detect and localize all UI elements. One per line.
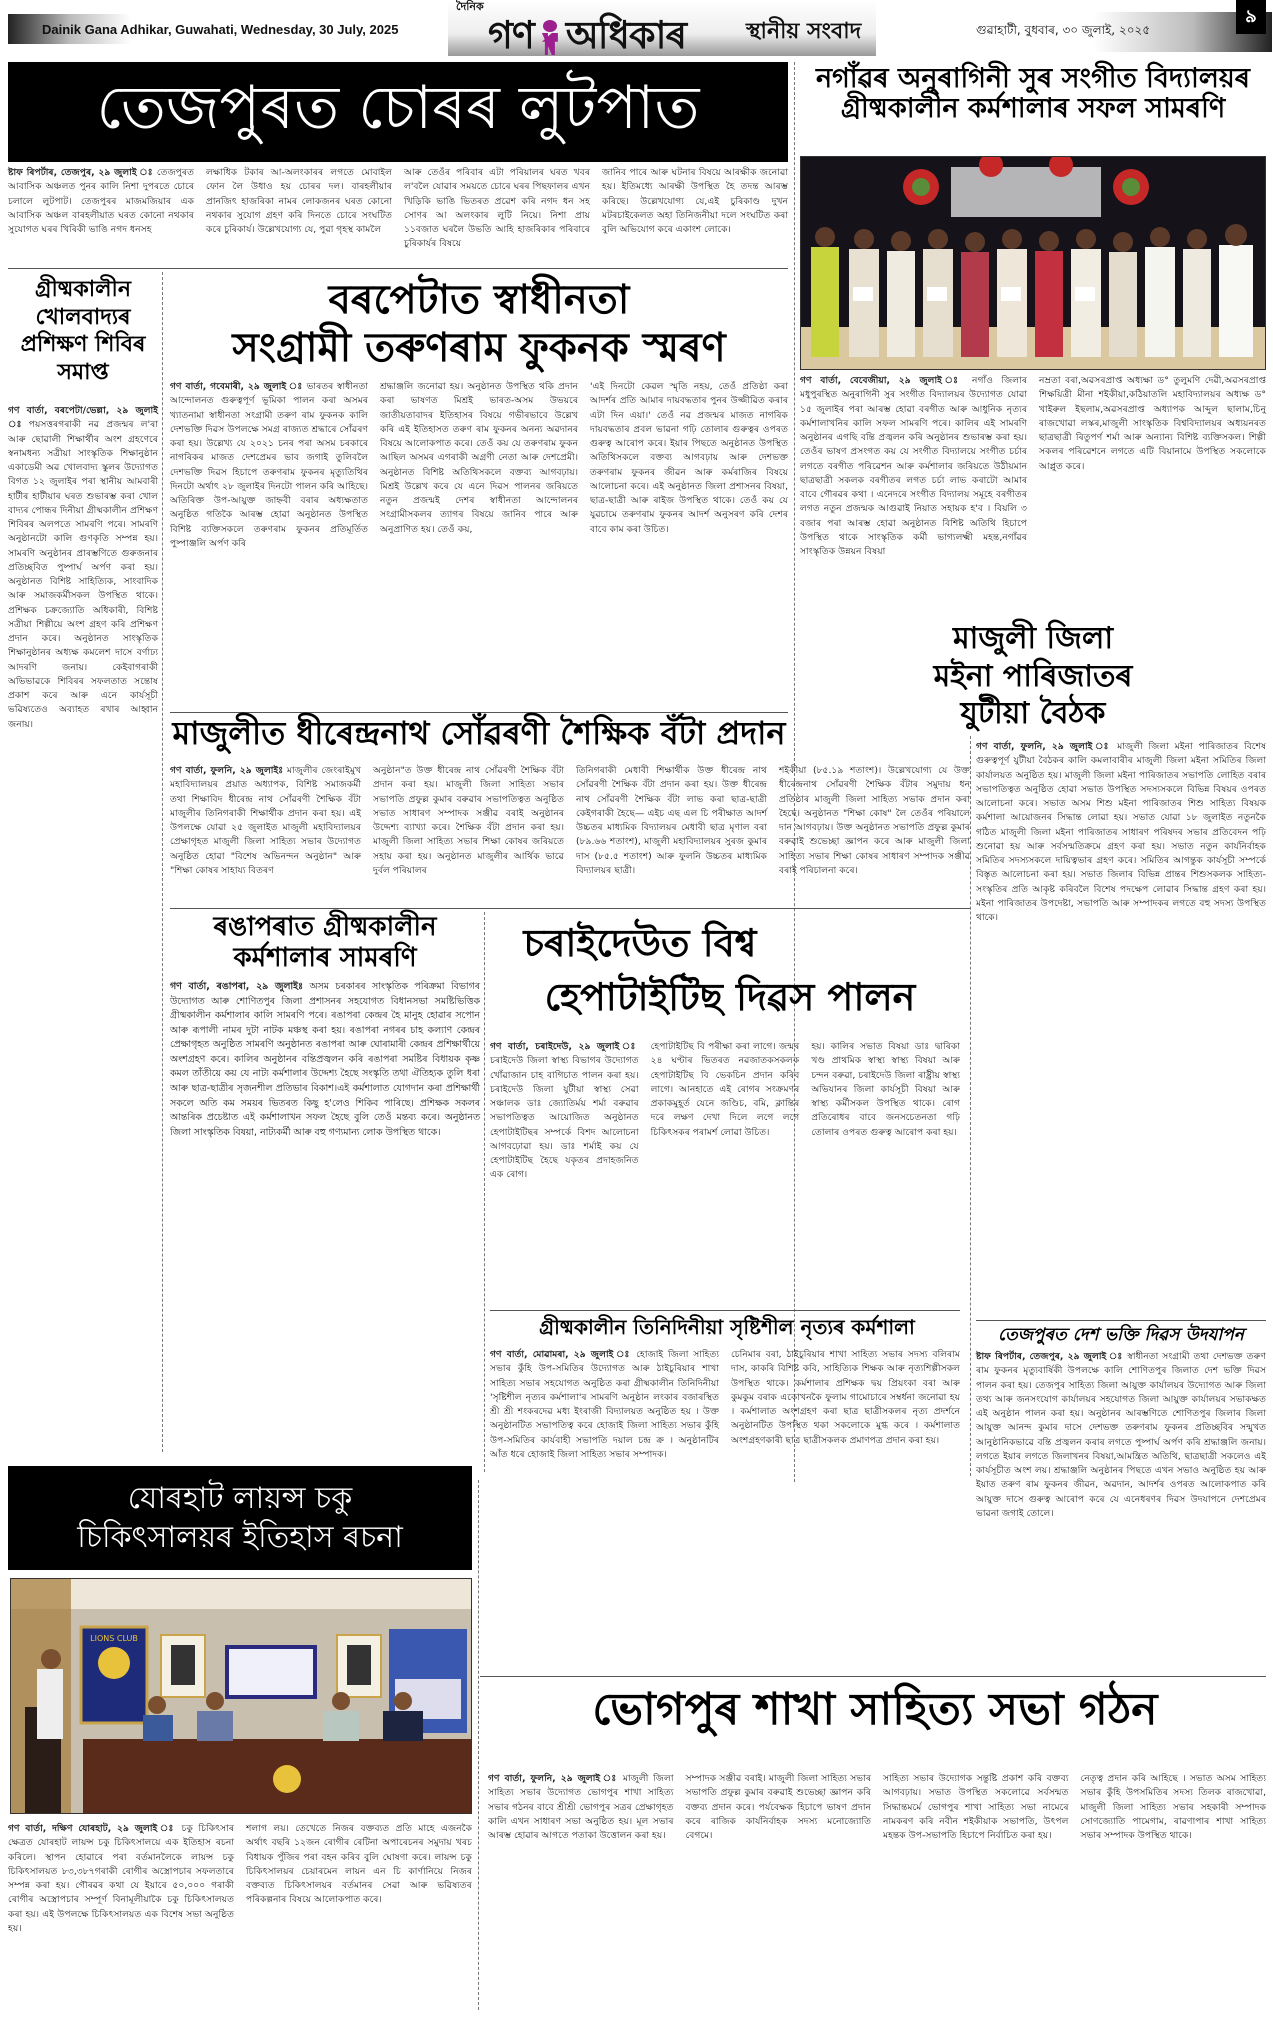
charaideo-hepatitis-headline-2 <box>490 976 970 1018</box>
hojai-dance-body <box>490 1348 960 1462</box>
article-column <box>246 1822 472 1936</box>
assamese-dateline: গুৱাহাটী, বুধবাৰ, ৩০ জুলাই, ২০২৫ <box>976 23 1151 37</box>
article-column <box>1081 1772 1267 1843</box>
column-text: শইকীয়া (৮৫.১৯ শতাংশ)। উল্লেখযোগ্য যে উক্ত ধীৰেন্দ্ৰনাথ সোঁৱৰণী শৈক্ষিক বঁটাৰ সমুদায় ধন প্ৰতিষ্ঠাৰ মাজুলী জিলা সাহিত্য সভাক প্ৰদান কৰা হৈছে। অনুষ্ঠানত "শিক্ষা কোষ" লৈ তেওঁৰ পৰিয়ালে দান আগবঢ়ায়। উক্ত অনুষ্ঠানত সভাপতি প্ৰফুল্ল কুমাৰ বৰুৱাই শুভেচ্ছা জ্ঞাপন কৰে আৰু মাজুলী জিলা সাহিত্য সভাৰ শিক্ষা কোষৰ সাধাৰণ সম্পাদক সঞ্জীৱ বৰাই পৰিচালনা কৰে। <box>779 765 970 876</box>
column-text: অসম চৰকাৰৰ সাংস্কৃতিক পৰিক্ৰমা বিভাগৰ উদ্যোগত আৰু শোণিতপুৰ জিলা প্ৰশাসনৰ সহযোগত বিধানসভা সমষ্টিভিত্তিক গ্ৰীষ্মকালীন কৰ্মশালাৰ কালি সামৰণি পৰে। ৰঙাপৰা কেন্দ্ৰৰ হৈ মানুহ হোৱাৰ সপোন আৰু ৰূপালী নামৰ দুটা নাটক মঞ্চস্থ কৰা হয়। ৰঙাপৰা নগৰৰ চাহ কল্যাণ কেন্দ্ৰৰ প্ৰেক্ষাগৃহত অনুষ্ঠিত সামৰণি অনুষ্ঠানত ৰঙাপৰা আৰু ঘোৰামাৰী কেন্দ্ৰৰ প্ৰশিক্ষাৰ্থীয়ে অংশগ্ৰহণ কৰে। কালিৰ অনুষ্ঠানৰ বন্তিপ্ৰজ্বলন কৰি ৰঙাপৰা সমষ্টিৰ বিধায়ক কৃষ্ণ কমল তাঁতীয়ে কয় যে নাট্য কৰ্মশালাৰ উদ্দেশ্য হৈছে সংস্কৃতি তথা ঐতিহ্যক তুলি ধৰা আৰু ছাত্ৰ-ছাত্ৰীৰ সৃজনশীল প্ৰতিভাৰ বিকাশ।এই কৰ্মশালাত যোগদান কৰা প্ৰশিক্ষাৰ্থী সকলে অতি কম সময়ৰ ভিতৰত কিছু হ'লেও শিকিব পাৰিছে। প্ৰশিক্ষক সকলৰ আন্তৰিক প্ৰচেষ্টাত এই কৰ্মশালাখন সফল হৈছে বুলি তেওঁ মন্তব্য কৰে। অনুষ্ঠানত জিলা সাংস্কৃতিক বিষয়া, নাট্যকৰ্মী আৰু বহু গণ্যমান্য লোক উপস্থিত থাকে। <box>170 981 480 1138</box>
column-text: অনুষ্ঠান"ত উক্ত ধীৰেন্দ্ৰ নাথ সোঁৱৰণী শৈক্ষিক বঁটা প্ৰদান কৰা হয়। মাজুলী জিলা সাহিত্য সভাৰ সভাপতি প্ৰফুল্ল কুমাৰ বৰুৱাৰ সভাপতিত্বত অনুষ্ঠিত সভাত সাধাৰণ সম্পাদক সঞ্জীৱ বৰাই অনুষ্ঠানৰ উদ্দেশ্য ব্যাখ্যা কৰে। শৈক্ষিক বঁটা প্ৰদান কৰা হয়। মাজুলী জিলা সাহিত্য সভাৰ শিক্ষা কোষৰ জৰিয়তে সহায় কৰা হয়। অনুষ্ঠানত মাজুলীৰ আৰ্থিক ভাৱে দুৰ্বল পৰিয়ালৰ <box>373 765 564 876</box>
column-text: সাহিত্য সভাৰ উদ্যোগক সন্তুষ্টি প্ৰকাশ কৰি বক্তব্য আগবঢ়ায়। সভাত উপস্থিত সকলোৱে সৰ্বসন্মত সিদ্ধান্তমৰ্মে ভোগপুৰ শাখা সাহিত্য সভা নামেৰে নামকৰণ কৰি নবীন শইকীয়াক সভাপতি, উৎপল মহন্তক উপ-সভাপতি হিচাপে নিৰ্বাচিত কৰা হয়। <box>883 1773 1069 1841</box>
column-divider <box>162 272 163 1452</box>
headline-line: হেপাটাইটিছ দিৱস পালন <box>544 974 916 1019</box>
headline-line: সংগ্ৰামী তৰুণৰাম ফুকনক স্মৰণ <box>232 324 726 371</box>
article-column <box>731 1348 960 1462</box>
headline-text: গ্ৰীষ্মকালীন তিনিদিনীয়া সৃষ্টিশীল নৃত্যৰ কৰ্মশালা <box>539 1315 915 1339</box>
divider <box>490 1310 960 1311</box>
article-column <box>1039 374 1266 559</box>
headline-text: ভোগপুৰ শাখা সাহিত্য সভা গঠন <box>592 1684 1158 1735</box>
newspaper-logo <box>448 0 876 56</box>
article-column <box>883 1772 1069 1843</box>
article-column <box>976 1350 1266 1521</box>
divider <box>8 268 788 269</box>
article-column <box>206 166 392 252</box>
article-column <box>590 380 788 551</box>
rangapara-workshop-headline <box>170 912 480 974</box>
headline-line: যোৰহাট লায়ন্স চকু <box>127 1481 353 1516</box>
article-column <box>170 380 368 551</box>
khol-training-body <box>8 404 158 732</box>
assamese-dateline-bar <box>876 5 1272 52</box>
english-dateline-bar <box>8 14 448 44</box>
byline: গণ বাৰ্তা, মোৱামৰা, ২৯ জুলাই ঃ <box>490 1349 632 1360</box>
rangapara-workshop-body <box>170 980 480 1140</box>
byline: গণ বাৰ্তা, বেবেজীয়া, ২৯ জুলাই ঃ <box>800 375 964 386</box>
divider <box>170 712 788 713</box>
majuli-moina-body <box>976 740 1266 925</box>
headline-line: নগাঁৱৰ অনুৰাগিনী সুৰ সংগীত বিদ্যালয়ৰ <box>815 63 1251 94</box>
byline: গণ বাৰ্তা, চৰাইদেউ, ২৯ জুলাই ঃ <box>490 1041 639 1052</box>
byline: ষ্টাফ ৰিপৰ্টাৰ, তেজপুৰ, ২৯ জুলাই ঃ <box>8 167 154 178</box>
article-column <box>976 740 1266 925</box>
column-text: নগাঁও জিলাৰ মধুপুৰস্থিত অনুৰাগিনী সুৰ সংগীত বিদ্যালয়ৰ উদ্যোগত যোৱা ১৫ জুলাইৰ পৰা আৰম্ভ হোৱা বৰগীত আৰু আধুনিক নৃত্যৰ কৰ্মশালাখনিৰ কালি সফল সামৰণি পৰে। কালিৰ এই সামৰণি অনুষ্ঠানৰ এগছি বন্তি প্ৰজ্বলন কৰি অনুষ্ঠানৰ শুভাৰম্ভ কৰা হয়। তেওঁৰ ভাষণ প্ৰসংগত কয় যে সংগীত বিদ্যালয়ে সংগীত চৰ্চাৰ লগতে বৰগীত পৰিৱেশন আৰু কৰ্মশালাৰ জৰিয়তে উঠীয়মান ছাত্ৰছাত্ৰী সকলক বৰগীতৰ লগত চৰ্চা লাভ কৰাটো আমাৰ বাবে গৌৰৱৰ কথা । এনেদৰে সংগীত বিদ্যালয় সমূহে বৰগীতৰ লগত নতুন প্ৰজন্মক আগুৱাই নিয়াত সহায়ক হ'ব । বিয়লি ৩ বজাৰ পৰা আৰম্ভ হোৱা অনুষ্ঠানত বিশিষ্ট অতিথি হিচাপে উপস্থিত থাকে সাংস্কৃতিক কৰ্মী ভাগ্যলক্ষ্মী মহন্ত,নগাঁৱৰ সাংস্কৃতিক উন্নয়ন বিষয়া <box>800 375 1027 557</box>
column-text: তিনিগৰাকী মেধাবী শিক্ষাৰ্থীক উক্ত ধীৰেন্দ্ৰ নাথ সোঁৱৰণী শৈক্ষিক বঁটা প্ৰদান কৰা হয়। উক্ত ধীৰেন্দ্ৰ নাথ সোঁৱৰণী শৈক্ষিক বঁটা লাভ কৰা ছাত্ৰ-ছাত্ৰী কেইগৰাকী হৈছে— এইচ এছ এল চি পৰীক্ষাত আদৰ্শ উচ্চতৰ মাধ্যমিক বিদ্যালয়ৰ মেধাবী ছাত্ৰ মৃণাল বৰা (৮৯.৬৬ শতাংশ), মাজুলী মহাবিদ্যালয়ৰ সুৰজ কুমাৰ দাস (৮৫.৫ শতাংশ) আৰু ফুলনি উচ্চতৰ মাধ্যমিক বিদ্যালয়ৰ ছাত্ৰী। <box>576 765 767 876</box>
column-text: তেজপুৰত আবাসিক অঞ্চলত পুনৰ কালি নিশা দুপৰতে চোৰে চলালে লুটপাট। তেজপুৰৰ মাজমজিয়াৰ এক আবাসিক অঞ্চল বাৰহলীয়াত ঘৰত কোনো নথকাৰ সুযোগত ঘৰৰ খিৰিকী ভাঙি নগদ ধনসহ <box>8 167 194 235</box>
divider <box>480 1676 1266 1677</box>
article-column <box>686 1772 872 1843</box>
charaideo-hepatitis-headline <box>490 918 790 967</box>
divider <box>170 908 970 909</box>
article-column <box>8 1822 234 1936</box>
headline-line: চিকিৎসালয়ৰ ইতিহাস ৰচনা <box>77 1520 403 1555</box>
column-divider <box>478 1480 479 2010</box>
byline: গণ বাৰ্তা, ফুলনি, ২৯ জুলাই ঃ <box>488 1773 619 1784</box>
column-text: জানিব পাৰে আৰু ঘটনাৰ বিষয়ে আৰক্ষীক জনোৱা হয়। ইতিমধ্যে আৰক্ষী উপস্থিত হৈ তদন্ত আৰম্ভ কৰিছে। উল্লেখযোগ্য যে,এই চুৰিকাণ্ড দুখন মটৰচাইকেলত অহা তিনিজনীয়া দলে সংঘটিত কৰা বুলি অভিযোগ কৰে একাংশ লোকে। <box>602 167 788 235</box>
column-text: হোজাই জিলা সাহিত্য সভাৰ কুঁহি উপ-সমিতিৰ উদ্যোগত আৰু ঠাইচুৰিয়াৰ শাখা সাহিত্য সভাৰ সহযোগত অনুষ্ঠিত কৰা গ্ৰীষ্মকালীন তিনিদিনীয়া 'সৃষ্টিশীল নৃত্যৰ কৰ্মশালা'ৰ সামৰণি অনুষ্ঠান লংকাৰ বজাৰস্থিত শ্ৰী শ্ৰী শংকৰদেৱ মধ্য ইংৰাজী বিদ্যালয়ত অনুষ্ঠিত হয় । উক্ত অনুষ্ঠানটিত সভাপতিত্ব কৰে হোজাই জিলা সাহিত্য সভাৰ কুঁহি উপ-সমিতিৰ কাৰ্যবাহী সভাপতি দয়াল চন্দ্ৰ ক্ৰ । অনুষ্ঠানটিৰ আঁত ধৰে হোজাই জিলা সাহিত্য সভাৰ সম্পাদক। <box>490 1349 720 1460</box>
column-text: পয়সত্তৰগৰাকী নৱ প্ৰজন্মৰ ল'ৰা আৰু ছোৱালী শিক্ষাৰ্থীৰ অংশ গ্ৰহণেৰে স্বনামধন্য সত্ৰীয়া সাংস্কৃতিক শিক্ষানুষ্ঠান একাডেমী অৱ খোলবাদ্য স্কুলৰ উদ্যোগত বিগত ১২ জুলাইৰ পৰা স্থানীয় আমবাৰী হাটীৰ হাটীয়াৰ ঘৰত শুভাৰম্ভ কৰা খোল বাদ্যৰ পোন্ধৰ দিনীয়া গ্ৰীষ্মকালীন প্ৰশিক্ষণ শিবিৰৰ অলপতে সামৰণি পৰে। সামৰণি অনুষ্ঠানটো কালি গুণকৃতি সম্পন্ন হয়। সামৰণি অনুষ্ঠানৰ প্ৰাৰম্ভণিতে গুৰুজনাৰ প্ৰতিচ্ছবিত পুষ্পাৰ্ঘ অৰ্পণ কৰা হয়। অনুষ্ঠানত বিশিষ্ট সাহিত্যিক, সাংবাদিক আৰু সমাজকৰ্মীসকল উপস্থিত থাকে। প্ৰশিক্ষক চক্ৰজ্যোতি অধিকাৰী, বিশিষ্ট সত্ৰীয়া শিল্পীয়ে অংশ গ্ৰহণ কৰি প্ৰশিক্ষণ প্ৰদান কৰে। অনুষ্ঠানত সাংস্কৃতিক শিক্ষানুষ্ঠানৰ অধ্যক্ষ কমলেশ দাসে বৰ্ণাঢ্য আদৰণি জনায়। কেইবাগৰাকী অভিভাৱকে শিবিৰৰ সফলতাত সন্তোষ প্ৰকাশ কৰে আৰু এনে কাৰ্যসূচী ভৱিষ্যতেও অব্যাহত ৰখাৰ আহ্বান জনায়। <box>8 419 159 730</box>
english-dateline: Dainik Gana Adhikar, Guwahati, Wednesday, 30 July, 2025 <box>42 21 399 37</box>
logo-wordmark <box>488 6 686 70</box>
meeting-photo-image <box>11 1579 472 1814</box>
column-text: হেপাটাইটিছ বি পৰীক্ষা কৰা লাগে। জন্মৰ ২৪ ঘণ্টাৰ ভিতৰত নৱজাতকসকলক হেপাটাইটিছ বি ভেকচিন প্ৰদান কৰিব লাগে। আনহাতে এই ৰোগৰ সংক্ৰমণৰ প্ৰকাকমুহূৰ্ত যেনে জণ্ডিচ, বমি, ক্লান্তিৰ দৰে লক্ষণ দেখা দিলে লগে লগে চিকিৎসকৰ পৰামৰ্শ লোৱা উচিত। <box>650 1041 800 1138</box>
headline-line: গ্ৰীষ্মকালীন কৰ্মশালাৰ সফল সামৰণি <box>840 92 1226 124</box>
column-text: চৰাইদেউ জিলা স্বাস্থ্য বিভাগৰ উদ্যোগত খোঁৱাজান চাহ বাগিচাত পালন কৰা হয়। চৰাইদেউ জিলা যুটীয়া স্বাস্থ্য সেৱা সঞ্চালক ডাঃ জ্যোতিৰ্ময় শৰ্মা বৰুৱাৰ সভাপতিত্বত আয়োজিত অনুষ্ঠানত হেপাটাইটিছৰ সম্পৰ্কে বিশদ আলোচনা আগবঢ়োৱা হয়। ডাঃ শৰ্মাই কয় যে হেপাটাইটিছ হৈছে যকৃতৰ প্ৰদাহজনিত এক ৰোগ। <box>490 1055 639 1181</box>
headline-text: মাজুলীত ধীৰেন্দ্ৰনাথ সোঁৱৰণী শৈক্ষিক বঁটা প্ৰদান <box>172 714 786 752</box>
article-column <box>373 764 564 878</box>
logo-left-text: গণ <box>488 12 534 57</box>
byline: গণ বাৰ্তা, ফুলনি, ২৯ জুলাইঃ <box>170 765 284 776</box>
group-photo-image <box>801 157 1266 370</box>
page-number: ৯ <box>1236 0 1266 34</box>
headline-line: যুটীয়া বৈঠক <box>960 696 1106 731</box>
nagaon-music-headline <box>800 64 1266 123</box>
byline: গণ বাৰ্তা, বৰপেটা/ভেল্লা, ২৯ জুলাই ঃ <box>8 405 158 431</box>
headline-line: চৰাইদেউত বিশ্ব <box>523 920 757 965</box>
article-column <box>170 764 361 878</box>
column-text: 'এই দিনটো কেৱল স্মৃতি নহয়, তেওঁ প্ৰতিষ্ঠা কৰা আদৰ্শৰ প্ৰতি আমাৰ দায়বদ্ধতাৰ পুনৰ উজ্জীৱিত কৰাৰ এটা দিন এয়া।' তেওঁ নৱ প্ৰজন্মৰ মাজত নাগৰিক দায়বদ্ধতাৰ প্ৰবল ভাৱনা গঢ়ি তোলাৰ গুৰুত্বৰ ওপৰত গুৰুত্ব আৰোপ কৰে। ইয়াৰ পিছতে অনুষ্ঠানত উপস্থিত অতিথিসকলে বক্তব্য আগবঢ়ায় আৰু দেশভক্ত তৰুণৰাম ফুকনৰ জীৱন আৰু কৰ্মৰাজিৰ বিষয়ে আলোচনা কৰে। এই অনুষ্ঠানত জিলা প্ৰশাসনৰ বিষয়া, ছাত্ৰ-ছাত্ৰী আৰু ৰাইজ উপস্থিত থাকে। তেওঁ কয় যে যুৱচামে তৰুণৰাম ফুকনৰ আদৰ্শ অনুসৰণ কৰি দেশৰ বাবে কাম কৰা উচিত। <box>590 381 788 535</box>
article-column <box>811 1040 960 1183</box>
hojai-dance-headline <box>488 1316 966 1338</box>
byline: গণ বাৰ্তা, ফুলনি, ২৯ জুলাই ঃ <box>976 741 1112 752</box>
column-text: আৰু তেওঁৰ পৰিবাৰ এটা পৰিয়ালৰ ঘৰত খবৰ ল'বলৈ যোৱাৰ সময়তে চোৰে ঘৰৰ পিছফালৰ এখন খিড়িকি ভাঙি ভিতৰত প্ৰৱেশ কৰি নগদ ধন সহ সোণৰ আ অলংকাৰ লুটি নিয়ে। নিশা প্ৰায় ১১বজাত ঘৰলৈ উভতি আহি হাজৰিকাৰ পৰিবাৰে চুৰিকাৰ্যৰ বিষয়ে <box>404 167 590 250</box>
bhogpur-sahitya-headline <box>484 1686 1266 1734</box>
article-column <box>490 1040 639 1183</box>
column-text: চকু চিকিৎসাৰ ক্ষেত্ৰত যোৰহাট লায়ন্স চকু চিকিৎসালয়ে এক ইতিহাস ৰচনা কৰিলে। স্থাপন হোৱাৰে পৰা বৰ্তমানলৈকে লায়ন্স চকু চিকিৎসালয়ত ৮৩,৩৮৭গৰাকী ৰোগীৰ অস্ত্ৰোপচাৰ সফলতাৰে সম্পন্ন কৰা হয়। গৌৰৱৰ কথা যে ইয়াৰে ৫০,০০০ গৰাকী ৰোগীৰ অস্ত্ৰোপচাৰ সম্পূৰ্ণ বিনামূলীয়াকৈ চকু চিকিৎসালয়ত কৰা হয়। এই উপলক্ষে চিকিৎসালয়ত এক বিশেষ সভা অনুষ্ঠিত হয়। <box>8 1823 234 1934</box>
byline: গণ বাৰ্তা, গবেমাৰী, ২৯ জুলাই ঃ <box>170 381 303 392</box>
byline: ষ্টাফ ৰিপৰ্টাৰ, তেজপুৰ, ২৯ জুলাই ঃ <box>976 1351 1124 1362</box>
tezpur-theft-body <box>8 166 788 252</box>
article-column <box>170 980 480 1140</box>
majuli-scholarship-body <box>170 764 970 878</box>
photo-banner-text: LIONS CLUB <box>90 1634 138 1643</box>
column-text: ভাৰতৰ স্বাধীনতা আন্দোলনত গুৰুত্বপূৰ্ণ ভূমিকা পালন কৰা অসমৰ খ্যাতনামা স্বাধীনতা সংগ্ৰামী তৰুণ ৰাম ফুকনক কালি দেশভক্তি দিৱস উপলক্ষে সমগ্ৰ ৰাজ্যত শ্ৰদ্ধাৰে সোঁৱৰণ কৰা হয়। উল্লেখ্য যে ২০২১ চনৰ পৰা অসম চৰকাৰে নাগৰিকৰ মাজত দেশপ্ৰেমৰ ভাব জগাই তুলিবলৈ দেশভক্তি দিৱস হিচাপে তৰুণৰাম ফুকনৰ মৃত্যুতিথিৰ দিনটো অৰ্থাৎ ২৮ জুলাইৰ দিনটো পালন কৰি আহিছে। অতিৰিক্ত উপ-আয়ুক্ত জাহ্নবী বৰাৰ অধ্যক্ষতাত অনুষ্ঠিত গতিকৈ আৰম্ভ হোৱা অনুষ্ঠানত উপস্থিত বিশিষ্ট ব্যক্তিসকলে তৰুণৰাম ফুকনৰ প্ৰতিমূৰ্তিত পুষ্পাঞ্জলি অৰ্পণ কৰি <box>170 381 369 549</box>
jorhat-lions-body <box>8 1822 472 1936</box>
headline-text: তেজপুৰত দেশ ভক্তি দিৱস উদযাপন <box>998 1325 1244 1345</box>
article-column <box>404 166 590 252</box>
article-column <box>779 764 970 878</box>
column-text: লক্ষাধিক টকাৰ আ-অলংকাৰৰ লগতে মোবাইল ফোন লৈ উধাও হয় চোৰৰ দল। বাৰহলীয়াৰ প্ৰানজিৎ হাজৰিকা নামৰ লোকজনৰ ঘৰত কোনো নথকাৰ সুযোগ গ্ৰহণ কৰি দিনতে চোৰে সংঘটিত কৰে চুৰিকাৰ্য। উল্লেখযোগ্য যে, পুৱা গৃহস্থ কামলৈ <box>206 167 392 235</box>
bhogpur-sahitya-body <box>488 1772 1266 1843</box>
tezpur-patriot-body <box>976 1350 1266 1521</box>
article-column <box>576 764 767 878</box>
majuli-moina-headline <box>800 620 1266 733</box>
article-column <box>800 374 1027 559</box>
column-text: মাজুলী জিলা মইনা পাৰিজাতৰ বিশেষ গুৰুত্বপূৰ্ণ যুটীয়া বৈঠকৰ কালি কমলাবাৰীৰ মাজুলী জিলা মইনা সমিতিৰ জিলা কাৰ্যালয়ত অনুষ্ঠিত হয়। মাজুলী জিলা মইনা পাৰিজাতৰ সভাপতি লোহিত বৰাৰ সভাপতিত্বত অনুষ্ঠিত হোৱা সভাত উপস্থিত সদস্যসকলে বিভিন্ন বিষয়ৰ ওপৰত আলোচনা কৰে। সভাত অসম শিশু মইনা পাৰিজাতৰ শিশু সাহিত্য বিষয়ক কৰ্মশালা আয়োজনৰ সিদ্ধান্ত লোৱা হয়। সভাত যোৱা ১৮ জুলাইত নতুনকৈ গঠিত মাজুলী জিলা মইনা পাৰিজাতৰ সাধাৰণ পৰিষদৰ সভাৰ প্ৰতিবেদন পঢ়ি শুনোৱা হয় আৰু সৰ্বসন্মতিক্ৰমে গ্ৰহণ কৰা হয়। সভাত নতুন কাৰ্যনিৰ্বাহক সমিতিৰ সদস্যসকলে দায়িত্বভাৰ গ্ৰহণ কৰে। সমিতিৰ আগন্তুক কাৰ্যসূচী সম্পৰ্কে বিস্তৃত আলোচনা কৰা হয়। সভাত জিলাৰ বিভিন্ন প্ৰান্তৰ শিশুসকলক সাহিত্য-সংস্কৃতিৰ প্ৰতি আকৃষ্ট কৰিবলৈ বিশেষ পদক্ষেপ লোৱাৰ সিদ্ধান্ত গ্ৰহণ কৰা হয়। মইনা পাৰিজাতৰ উপদেষ্টা, সভাপতি আৰু সম্পাদকৰ লগতে বহু সদস্য উপস্থিত থাকে। <box>976 741 1267 923</box>
family-figure-icon <box>538 20 562 56</box>
article-column <box>651 1040 800 1183</box>
headline-text: তেজপুৰত চোৰৰ লুটপাত <box>96 73 700 143</box>
article-column <box>8 166 194 252</box>
headline-line: কৰ্মশালাৰ সামৰণি <box>233 943 417 974</box>
jorhat-lions-headline <box>8 1466 472 1570</box>
majuli-scholarship-headline <box>166 716 792 751</box>
khol-training-headline <box>8 276 158 386</box>
nagaon-music-photo <box>800 156 1266 370</box>
column-text: শলাগ লয়। তেখেতে নিজৰ বক্তব্যত প্ৰতি মাহে এজনকৈ অৰ্থাৎ বছৰি ১২জন ৰোগীৰ ৰেটিনা অপাৰেচনৰ সমুদায় খৰচ বিধায়ক পুঁজিৰ পৰা বহন কৰিব বুলি ঘোষণা কৰে। লায়ন্স চকু চিকিৎসালয়ৰ চেয়াৰমেন লায়ন এন চি কাৰ্ণানিয়ে নিজৰ বক্তব্যত চিকিৎসালয়ৰ বৰ্তমানৰ সেৱা আৰু ভৱিষ্যতৰ পৰিকল্পনাৰ বিষয়ে আলোকপাত কৰে। <box>246 1823 472 1906</box>
section-name: স্থানীয় সংবাদ <box>746 18 862 44</box>
column-text: চেনিমাৰ বৰা, ঠাইচুৰিয়াৰ শাখা সাহিত্য সভাৰ সদস্য বলিৰাম দাস, কাকৰি বিশিষ্ট কবি, সাহিত্যিক শিক্ষক আৰু নৃত্যশিল্পীসকল উপস্থিত থাকে। কৰ্মশালাৰ প্ৰশিক্ষক দ্বয় প্ৰিয়ংকা বৰা আৰু কুমকুম বৰাক একোখনকৈ ফুলাম গামোচাৰে সম্বৰ্ধনা জনোৱা হয় । কৰ্মশালাত অংশগ্ৰহণ কৰা ছাত্ৰ ছাত্ৰীসকলৰ নৃত্য প্ৰদৰ্শনে অনুষ্ঠানটিত উপস্থিত থকা সকলোকে মুগ্ধ কৰে । কৰ্মশালাত অংশগ্ৰহণকাৰী ছাত্ৰ ছাত্ৰীসকলক প্ৰমাণপত্ৰ প্ৰদান কৰা হয়। <box>731 1349 960 1446</box>
article-column <box>490 1348 719 1462</box>
charaideo-hepatitis-body <box>490 1040 960 1183</box>
column-text: সম্পাদক সঞ্জীৱ বৰাই। মাজুলী জিলা সাহিত্য সভাৰ সভাপতি প্ৰফুল্ল কুমাৰ বৰুৱাই শুভেচ্ছা জ্ঞাপন কৰি বক্তব্য প্ৰদান কৰে। পৰ্যবেক্ষক হিচাপে ভাষণ প্ৰদান কৰে ৰাজিক কাৰ্যনিৰ্বাহক সদস্য মনোজ্যোতি বেগমে। <box>685 1773 871 1841</box>
column-text: মাজুলীৰ জেংৰাইমুখ মহাবিদ্যালয়ৰ প্ৰয়াত অধ্যাপক, বিশিষ্ট সমাজকৰ্মী তথা শিক্ষাবিদ ধীৰেন্দ্ৰ নাথ সোঁৱৰণী শৈক্ষিক বঁটা মাজুলীৰ তিনিগৰাকী শিক্ষাৰ্থীক প্ৰদান কৰা হয়। এই উপলক্ষে যোৱা ২৫ জুলাইত মাজুলী মহাবিদ্যালয়ৰ প্ৰেক্ষাগৃহত মাজুলী জিলা সাহিত্য সভাৰ উদ্যোগত অনুষ্ঠিত হোৱা "বিশেষ অভিনন্দন অনুষ্ঠান" আৰু "শিক্ষা কোষৰ সাহায্য বিতৰণ <box>170 765 361 876</box>
logo-prefix: দৈনিক <box>456 0 484 13</box>
article-column <box>602 166 788 252</box>
byline: গণ বাৰ্তা, দক্ষিণ যোৰহাট, ২৯ জুলাই ঃ <box>8 1823 177 1834</box>
divider <box>976 1320 1266 1321</box>
jorhat-lions-photo <box>10 1578 472 1814</box>
column-text: মাজুলী জিলা সাহিত্য সভাৰ উদ্যোগত ভোগপুৰ শাখা সাহিত্য সভাৰ গঠনৰ বাবে শ্ৰীশ্ৰী ভোগপুৰ সত্ৰৰ প্ৰেক্ষাগৃহত কালি এখন সাধাৰণ সভা অনুষ্ঠিত হয়। মূল সভাৰ আৰম্ভ হোৱাৰ আগতে পতাকা উত্তোলন কৰা হয়। <box>488 1773 674 1841</box>
logo-right-text: অধিকাৰ <box>565 12 686 57</box>
nagaon-music-body <box>800 374 1266 559</box>
article-column <box>8 404 158 732</box>
column-divider <box>970 736 971 1476</box>
column-text: শ্ৰদ্ধাঞ্জলি জনোৱা হয়। অনুষ্ঠানত উপস্থিত থকি প্ৰদান কৰা ভাষণত মিশ্ৰই ভাৰত-অসম উভয়ৰে জাতীয়তাবাদৰ ইতিহাসৰ বিষয়ে গভীৰভাবে উল্লেখ কৰি এই ইতিহাসত তৰুণ ৰাম ফুকনৰ অনন্য অৱদানৰ বিষয়ে আলোকপাত কৰে। তেওঁ কয় যে তৰুণৰাম ফুকন আছিল অসমৰ এগৰাকী অগ্ৰণী নেতা আৰু দেশপ্ৰেমী। অনুষ্ঠানত বিশিষ্ট অতিথিসকলে বক্তব্য আগবঢ়ায়। মিশ্ৰই উল্লেখ কৰে যে এনে দিৱস পালনৰ জৰিয়তে নতুন প্ৰজন্মই দেশৰ স্বাধীনতা আন্দোলনৰ সংগ্ৰামীসকলৰ ত্যাগৰ বিষয়ে জানিব পাৰে আৰু অনুপ্ৰাণিত হয়। তেওঁ কয়, <box>380 381 578 535</box>
column-text: নম্ৰতা বৰা,অৱসৰপ্ৰাপ্ত অধ্যক্ষা ড° তুলুমণি দেৱী,অৱসৰপ্ৰাপ্ত শিক্ষয়িত্ৰী মীনা শইকীয়া,কঠিয়াতলি মহাবিদ্যালয়ৰ অধ্যক্ষ ড° খাইৰুল ইছলাম,অৱসৰপ্ৰাপ্ত অধ্যাপক আব্দুল ছালাম,চিনু ৰাজখোৱা লস্কৰ,মাজুলী সাংস্কৃতিক বিশ্ববিদ্যালয়ৰ অধ্যয়নৰত ছাত্ৰছাত্ৰী ৰিতুপৰ্ণ শৰ্মা আৰু অন্যান্য বিশিষ্ট ব্যক্তিসকল। শিল্পী সকলৰ পৰিৱেশনে লগতে এটি বিয়ানামে উপস্থিত সকলোকে আপ্লুত কৰে। <box>1039 375 1266 472</box>
tezpur-patriot-headline <box>976 1326 1266 1345</box>
byline: গণ বাৰ্তা, ৰঙাপৰা, ২৯ জুলাইঃ <box>170 981 303 992</box>
headline-line: ৰঙাপৰাত গ্ৰীষ্মকালীন <box>213 912 437 942</box>
article-column <box>380 380 578 551</box>
headline-line: বৰপেটাত স্বাধীনতা <box>328 276 630 323</box>
headline-line: মাজুলী জিলা <box>952 621 1114 656</box>
column-text: স্বাধীনতা সংগ্ৰামী তথা দেশভক্ত তৰুণ ৰাম ফুকনৰ মৃত্যুবাৰ্ষিকী উপলক্ষে কালি শোণিতপুৰ জিলাত দেশ ভক্তি দিৱস পালন কৰা হয়। তেজপুৰ সাহিত্য জিলা আয়ুক্ত কাৰ্যালয়ৰ উদ্যোগত আৰু জিলা তথ্য আৰু জনসংযোগ কাৰ্যালয়ৰ সহযোগত জিলা আয়ুক্ত কাৰ্যালয়ৰ সভাকক্ষত এই অনুষ্ঠান পালন কৰা হয়। অনুষ্ঠানৰ আৰম্ভণিতে শোণিতপুৰ জিলাৰ জিলা আয়ুক্ত আনন্দ কুমাৰ দাসে দেশভক্ত তৰুণৰাম ফুকনৰ প্ৰতিচ্ছবিৰ সন্মুখত আনুষ্ঠানিকভাৱে বন্তি প্ৰজ্বলন কৰাৰ লগতে পুষ্পাৰ্ঘ অৰ্পণ কৰি শ্ৰদ্ধাঞ্জলি জনায়। লগতে ইয়াৰ লগতে জিলাখনৰ বিষয়া,আমন্ত্ৰিত অতিথি, ছাত্ৰছাত্ৰী সকলেও এই কাৰ্যসূচীত অংশ লয়। শ্ৰদ্ধাঞ্জলি অনুষ্ঠানৰ পিছতে এখন সভাও অনুষ্ঠিত হয় আৰু ইয়াত তৰুণ ৰাম ফুকনৰ জীৱন, অৱদান, আদৰ্শৰ ওপৰত আলোকপাত কৰি আয়ুক্ত দাসে গুৰুত্ব আৰোপ কৰে যে এনেধৰণৰ দিৱস উদযাপনে দেশপ্ৰেমৰ ভাৱনা জগাই তোলে। <box>976 1351 1266 1519</box>
column-divider <box>484 912 485 1472</box>
barpeta-freedom-headline <box>170 276 788 372</box>
headline-text: গ্ৰীষ্মকালীন খোলবাদ্যৰ প্ৰশিক্ষণ শিবিৰ সমাপ্ত <box>20 276 146 385</box>
tezpur-theft-headline <box>8 62 788 162</box>
column-text: নেতৃত্ব প্ৰদান কৰি আহিছে । সভাত অসম সাহিত্য সভাৰ কুঁহি উপসমিতিৰ সদস্য তিলক ৰাজখোৱা, মাজুলী জিলা সাহিত্য সভাৰ সহকাৰী সম্পাদক সোণজ্যোতি পামেগাম, ৰাৱণাপাৰ শাখা সাহিত্য সভাৰ সম্পাদক উপস্থিত থাকে। <box>1080 1773 1266 1841</box>
headline-line: মইনা পাৰিজাতৰ <box>933 658 1133 694</box>
barpeta-freedom-body <box>170 380 788 551</box>
article-column <box>488 1772 674 1843</box>
column-text: হয়। কালিৰ সভাত বিষয়া ডাঃ দ্বাৰিকা খণ্ড প্ৰাথমিক স্বাস্থ্য স্বাস্থ্য বিষয়া আৰু চন্দন বৰুৱা, চৰাইদেউ জিলা ৰাষ্ট্ৰীয় স্বাস্থ্য অভিযানৰ জিলা কাৰ্যসূচী বিষয়া আৰু স্বাস্থ্য কৰ্মীসকল উপস্থিত থাকে। ৰোগ প্ৰতিৰোধৰ বাবে জনসচেতনতা গঢ়ি তোলাৰ ওপৰত গুৰুত্ব আৰোপ কৰা হয়। <box>811 1041 960 1138</box>
